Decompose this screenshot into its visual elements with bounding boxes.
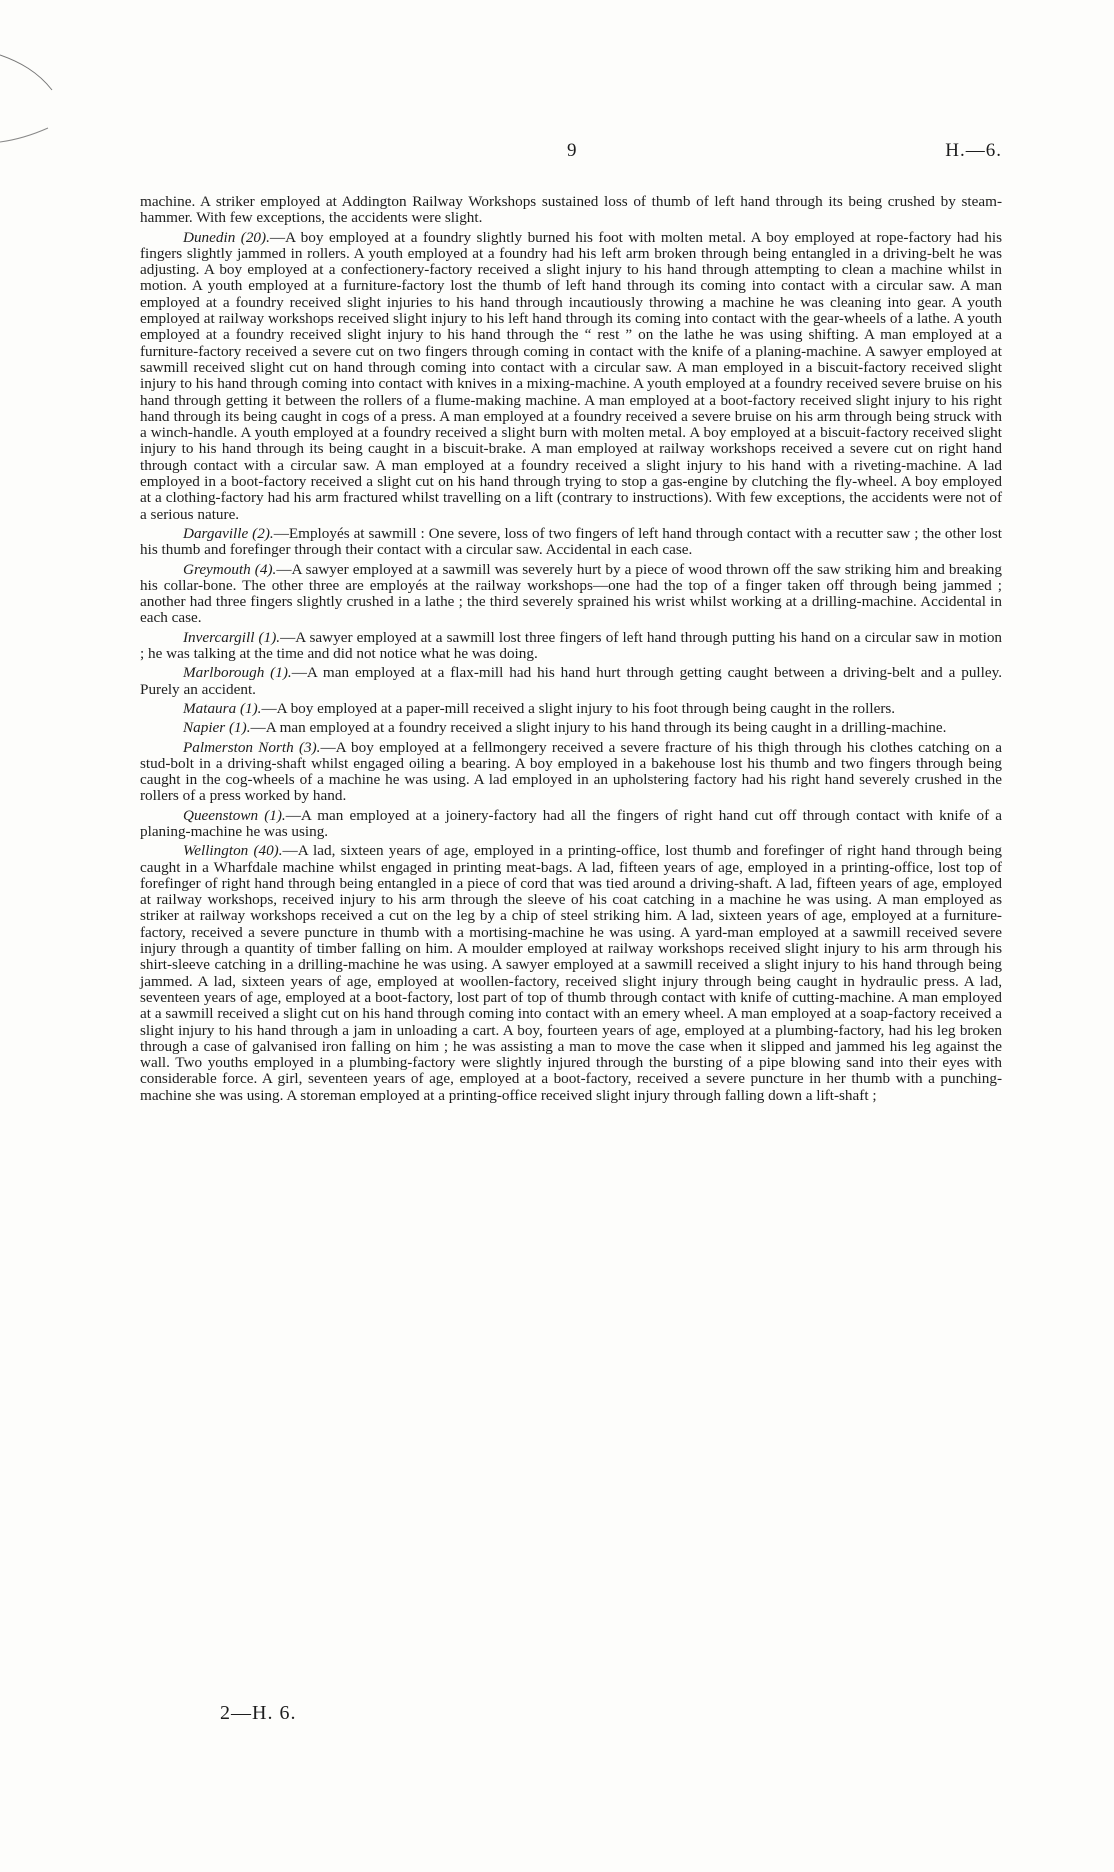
paragraph-napier <box>140 720 1002 736</box>
district-label: Queenstown (1). <box>183 806 286 824</box>
district-label: Marlborough (1). <box>183 664 292 682</box>
page-header <box>140 140 1002 164</box>
body-text <box>140 194 1002 1107</box>
district-label: Napier (1). <box>183 719 251 737</box>
district-label: Dargaville (2). <box>183 524 274 542</box>
district-label: Invercargill (1). <box>183 628 281 646</box>
page-corner-mark <box>0 50 70 150</box>
signature-mark: 2—H. 6. <box>220 1702 297 1724</box>
paragraph-text: —A boy employed at a foundry slightly burned his foot with molten metal. A boy employed at rope-factory had his fingers slightly jammed in rollers. A youth employed at a foundry had his left arm broken through being entangled in a driving-belt he was adjusting. A boy employed at a confectionery-factory received a slight injury to his hand through attempting to clean a machine whilst in motion. A youth employed at a furniture-factory lost the thumb of left hand through its coming into contact with a circular saw. A man employed at a foundry received slight injuries to his hand through incautiously throwing a machine he was cleaning into gear. A youth employed at railway workshops received slight injury to his left hand through its coming into contact with the gear-wheels of a lathe. A youth employed at a foundry received slight injury to his hand through the “ rest ” on the lathe he was using shifting. A man employed at a furniture-factory received a severe cut on two fingers through coming in contact with the knife of a planing-machine. A sawyer employed at sawmill received slight cut on hand through coming into contact with a circular saw. A man employed in a biscuit-factory received slight injury to his hand through coming into contact with knives in a mixing-machine. A youth employed at a foundry received severe bruise on his hand through getting it between the rollers of a flume-making machine. A man employed at a boot-factory received slight injury to his right hand through its being caught in cogs of a press. A man employed at a foundry received a severe bruise on his arm through being struck with a winch-handle. A youth employed at a foundry received a slight burn with molten metal. A boy employed at a biscuit-factory received slight injury to his hand through its being caught in a biscuit-brake. A man employed at railway workshops received a severe cut on right hand through contact with a circular saw. A man employed at a foundry received a slight injury to his hand with a riveting-machine. A lad employed in a boot-factory received a slight cut on his hand through trying to stop a gas-engine by clutching the fly-wheel. A boy employed at a clothing-factory had his arm fractured whilst travelling on a lift (contrary to instructions). With few exceptions, the accidents were not of a serious nature. <box>140 228 1002 523</box>
paragraph-text: —Employés at sawmill : One severe, loss of two fingers of left hand through contact with a recutter saw ; the other lost his thumb and forefinger through their contact with a circular saw. Accidental in each case. <box>140 524 1002 559</box>
paragraph-invercargill <box>140 630 1002 663</box>
paragraph-text: machine. A striker employed at Addington Railway Workshops sustained loss of thumb of left hand through its being crushed by steam-hammer. With few exceptions, the accidents were slight. <box>140 193 1002 227</box>
page-number: 9 <box>567 140 577 161</box>
paragraph-wellington <box>140 843 1002 1104</box>
district-label: Mataura (1). <box>183 699 262 717</box>
paragraph-queenstown <box>140 808 1002 841</box>
paragraph-text: —A boy employed at a paper-mill received a slight injury to his foot through being caught in the rollers. <box>261 699 896 717</box>
district-label: Dunedin (20). <box>183 228 270 246</box>
paragraph-text: —A man employed at a flax-mill had his hand hurt through getting caught between a driving-belt and a pulley. Purely an accident. <box>140 664 1002 698</box>
paragraph-text: —A man employed at a joinery-factory had all the fingers of right hand cut off through contact with knife of a planing-machine he was using. <box>140 806 1003 840</box>
paragraph-marlborough <box>140 665 1002 698</box>
paragraph-mataura <box>140 701 1002 717</box>
paragraph-greymouth <box>140 562 1002 627</box>
paragraph-text: —A boy employed at a fellmongery received a severe fracture of his thigh through his clothes catching on a stud-bolt in a driving-shaft whilst engaged oiling a bearing. A boy employed in a bakehouse lost his thumb and two fingers through being caught in the cog-wheels of a machine he was using. A lad employed in an upholstering factory had his right hand severely crushed in the rollers of a press worked by hand. <box>140 738 1002 805</box>
paragraph-text: —A sawyer employed at a sawmill was severely hurt by a piece of wood thrown off the saw striking him and breaking his collar-bone. The other three are employés at the railway workshops—one had the top of a finger taken off through being jammed ; another had three fingers slightly crushed in a lathe ; the third severely sprained his wrist whilst working at a drilling-machine. Accidental in each case. <box>140 560 1002 627</box>
paragraph-text: —A sawyer employed at a sawmill lost three fingers of left hand through putting his hand on a circular saw in motion ; he was talking at the time and did not notice what he was doing. <box>140 628 1003 663</box>
district-label: Greymouth (4). <box>183 560 277 578</box>
district-label: Palmerston North (3). <box>183 738 321 756</box>
paragraph-dargaville <box>140 526 1002 559</box>
paragraph-continuation <box>140 194 1002 227</box>
paragraph-palmerston-north <box>140 740 1002 805</box>
paragraph-text: —A lad, sixteen years of age, employed in a printing-office, lost thumb and forefinger of right hand through being caught in a Wharfdale machine whilst engaged in printing meat-bags. A lad, fifteen years of age, employed in a printing-office, lost top of forefinger of right hand through being entangled in a piece of cord that was tied around a driving-shaft. A lad, fifteen years of age, employed at railway workshops, received injury to his arm through the sleeve of his coat catching in a machine he was using. A man employed as striker at railway workshops received a cut on the leg by a chip of steel striking him. A lad, sixteen years of age, employed at a furniture-factory, received a severe puncture in thumb with a mortising-machine he was using. A yard-man employed at a sawmill received severe injury through a quantity of timber falling on him. A moulder employed at railway workshops received slight injury to his arm through his shirt-sleeve catching in a drilling-machine he was using. A sawyer employed at a sawmill received a slight injury to his hand through being jammed. A lad, sixteen years of age, employed at woollen-factory, received slight injury through being caught in hydraulic press. A lad, seventeen years of age, employed at a boot-factory, lost part of top of thumb through contact with knife of cutting-machine. A man employed at a sawmill received a slight cut on his hand through coming into contact with an emery wheel. A man employed at a soap-factory received a slight injury to his hand through a jam in unloading a cart. A boy, fourteen years of age, employed at a plumbing-factory, had his leg broken through a case of galvanised iron falling on him ; he was assisting a man to move the case when it slipped and jammed his leg against the wall. Two youths employed in a plumbing-factory were slightly injured through the bursting of a pipe blowing sand into their eyes with considerable force. A girl, seventeen years of age, employed at a boot-factory, received a severe puncture in her thumb with a punching-machine she was using. A storeman employed at a printing-office received slight injury through falling down a lift-shaft ; <box>140 842 1002 1104</box>
district-label: Wellington (40). <box>183 842 283 860</box>
paragraph-dunedin <box>140 230 1002 523</box>
document-reference: H.—6. <box>945 140 1002 161</box>
paragraph-text: —A man employed at a foundry received a slight injury to his hand through its being caught in a drilling-machine. <box>250 719 947 737</box>
